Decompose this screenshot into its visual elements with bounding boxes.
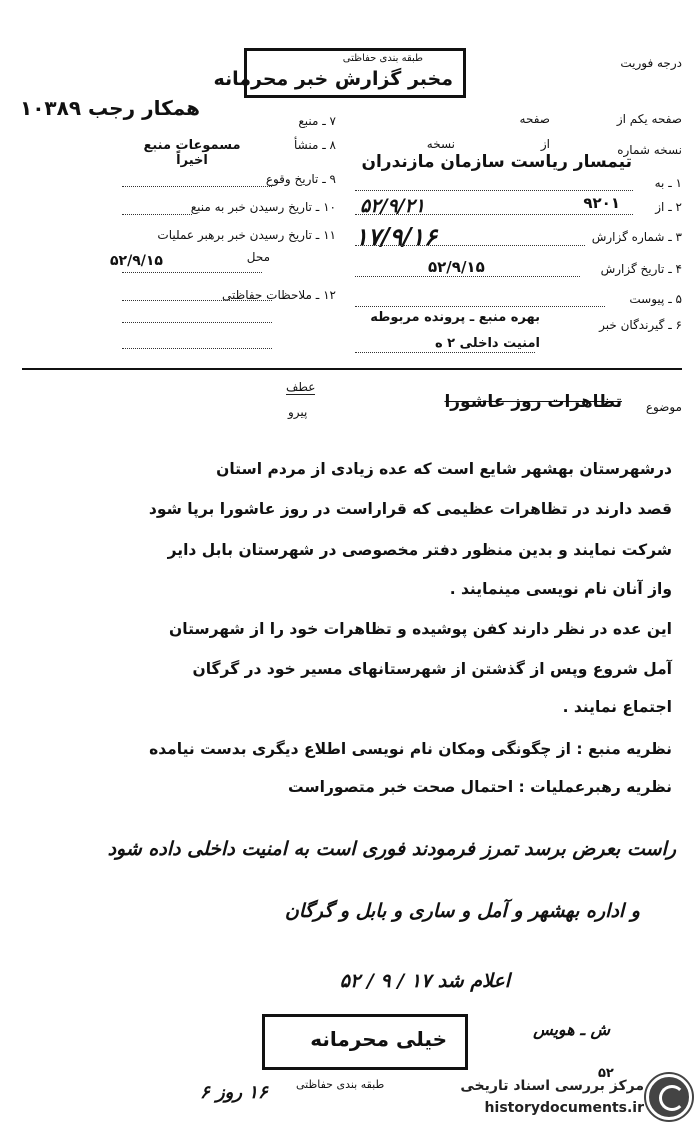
classification-stamp: [213, 48, 466, 98]
body-line-7: اجتماع نمایند .: [562, 698, 672, 716]
page-label-2: صفحه: [519, 112, 550, 126]
field-2-label: ۲ ـ از: [655, 200, 682, 214]
field-6-label: ۶ ـ گیرندگان خبر: [599, 318, 682, 332]
subject-label: موضوع: [645, 400, 682, 414]
footer-classification-stamp: [262, 1014, 468, 1070]
field-7-label: ۷ ـ منبع: [298, 114, 336, 128]
field-11-value: ۵۲/۹/۱۵: [110, 253, 163, 269]
footer-days: ۱۶ روز ۶: [200, 1082, 268, 1103]
field-10-label: ۱۰ ـ تاریخ رسیدن خبر به منبع: [190, 200, 336, 214]
copy-from: از: [540, 137, 550, 151]
field-11-label: ۱۱ ـ تاریخ رسیدن خبر برهبر عملیات: [157, 228, 336, 242]
field-8-label: ۸ ـ منشأ: [293, 138, 336, 152]
field-1-value: تیمسار ریاست سازمان مازندران: [361, 152, 632, 172]
body-line-4: واز آنان نام نویسی مینمایند .: [449, 580, 672, 598]
subject-side-1: عطف: [286, 380, 316, 394]
field-1-label: ۱ ـ به: [654, 176, 682, 190]
handwritten-sign: ش ـ هویس: [533, 1020, 610, 1039]
footer-classification-label: طبقه بندی حفاظتی: [296, 1078, 385, 1091]
body-line-3: شرکت نمایند و بدین منظور دفتر مخصوصی در شهرستان بابل دایر: [167, 541, 672, 559]
body-line-5: این عده در نظر دارند کفن پوشیده و تظاهرات خود را از شهرستان: [169, 620, 672, 638]
page-label: صفحه یکم از: [616, 112, 682, 126]
field-7-value: همکار رجب ۱۰۳۸۹: [20, 96, 201, 120]
field-2-note: ۵۲/۹/۲۱: [360, 195, 425, 217]
section-divider: [22, 368, 682, 370]
handwritten-line-3: اعلام شد ۱۷ / ۹ / ۵۲: [339, 970, 510, 992]
field-3-value: ۱۷/۹/۱۶: [355, 222, 437, 251]
body-line-9: نظریه رهبرعملیات : احتمال صحت خبر متصوراست: [288, 778, 672, 796]
field-6-value-2: امنیت داخلی ۲ ه: [434, 336, 540, 351]
footer-stamp-text: خیلی محرمانه: [310, 1027, 447, 1051]
field-12-label: ۱۲ ـ ملاحظات حفاظتی: [222, 288, 336, 302]
subject-value: تظاهرات روز عاشورا: [444, 392, 622, 412]
copy-label: نسخه شماره: [617, 143, 682, 157]
watermark-fa: مرکز بررسی اسناد تاریخی: [460, 1078, 644, 1094]
field-4-label: ۴ ـ تاریخ گزارش: [600, 262, 682, 276]
stamp-classification-label: طبقه بندی حفاظتی: [342, 53, 423, 64]
field-6-value-1: بهره منبع ـ پرونده مربوطه: [370, 310, 540, 325]
copy-label-2: نسخه: [426, 137, 455, 151]
handwritten-line-1: راست بعرض برسد تمرز فرمودند فوری است به امنیت داخلی داده شود: [107, 838, 676, 860]
field-8-value: مسموعات منبع اخیراً: [143, 138, 241, 168]
body-line-6: آمل شروع وپس از گذشتن از شهرستانهای مسیر خود در گرگان: [192, 660, 672, 678]
field-2-value: ۹۲۰۱: [583, 194, 620, 212]
body-line-8: نظریه منبع : از چگونگی ومکان نام نویسی اطلاع دیگری بدست نیامده: [149, 740, 672, 758]
subject-side-2: پیرو: [288, 405, 308, 419]
field-5-label: ۵ ـ پیوست: [629, 292, 682, 306]
field-9-label: ۹ ـ تاریخ وقوع: [265, 172, 336, 186]
handwritten-line-2: و اداره بهشهر و آمل و ساری و بابل و گرگان: [284, 900, 640, 922]
body-line-2: قصد دارند در تظاهرات عظیمی که قراراست در روز عاشورا برپا شود: [148, 500, 672, 518]
field-3-label: ۳ ـ شماره گزارش: [591, 230, 682, 244]
field-4-value: ۵۲/۹/۱۵: [428, 258, 485, 276]
stamp-text: مخبر گزارش خبر محرمانه: [213, 68, 453, 90]
footer-form-code: ۵۲: [598, 1066, 614, 1081]
body-line-1: درشهرستان بهشهر شایع است که عده زیادی از مردم استان: [216, 460, 672, 478]
watermark-url: historydocuments.ir: [484, 1100, 644, 1116]
watermark: [420, 1072, 692, 1130]
watermark-logo-icon: [646, 1074, 692, 1120]
place-label: محل: [246, 250, 270, 264]
priority-label: درجه فوریت: [620, 56, 682, 70]
